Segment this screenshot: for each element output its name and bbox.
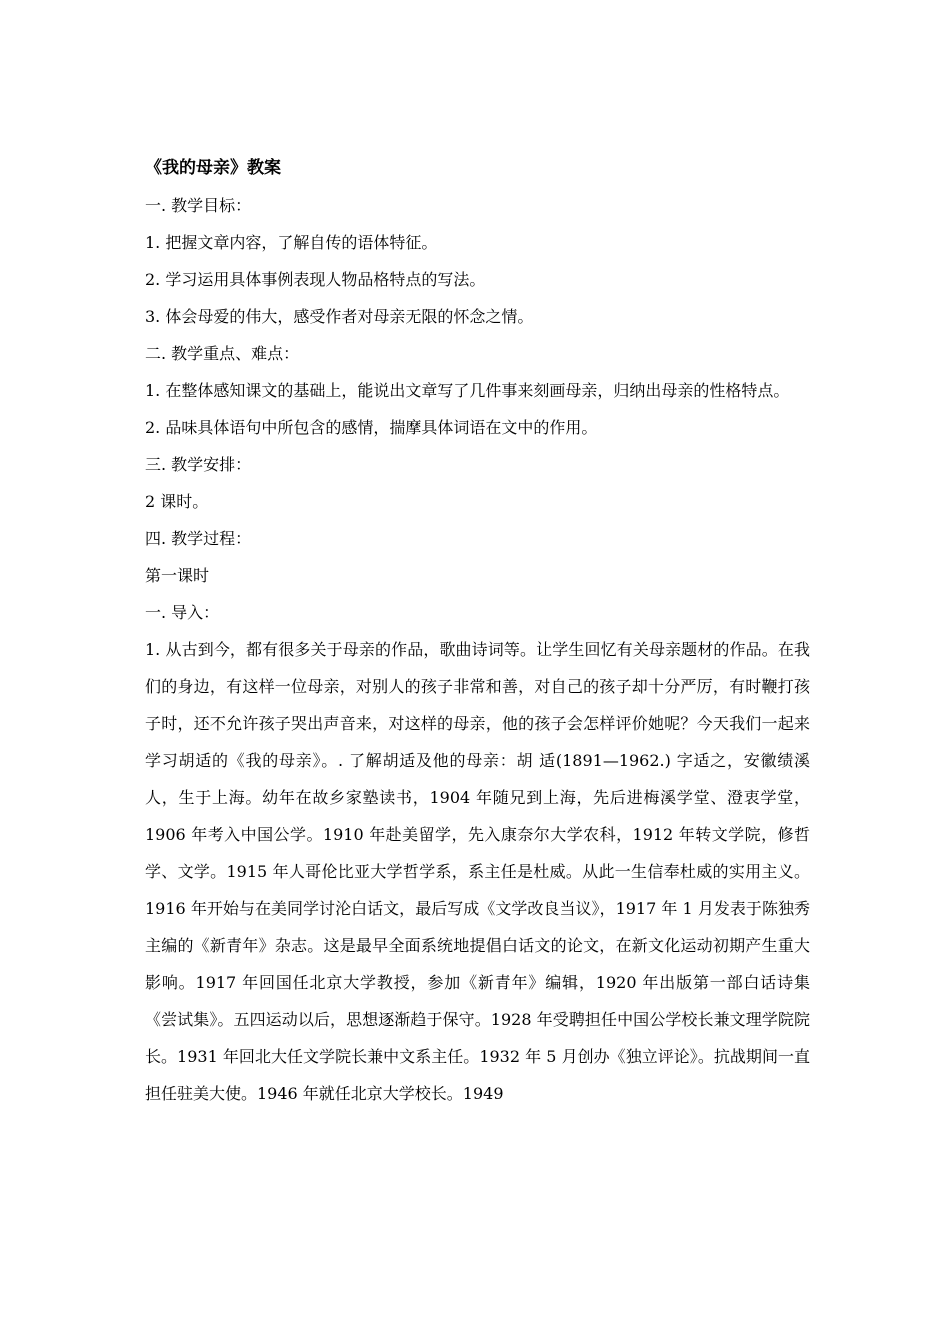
key-point-2: 2. 品味具体语句中所包含的感情，揣摩具体词语在文中的作用。 [145, 418, 598, 437]
introduction-paragraph: 1. 从古到今，都有很多关于母亲的作品，歌曲诗词等。让学生回忆有关母亲题材的作品。在我们的身边，有这样一位母亲，对别人的孩子非常和善，对自己的孩子却十分严厉，有时鞭打孩子时，还不允许孩子哭出声音来，对这样的母亲，他的孩子会怎样评价她呢？今天我们一起来学习胡适的《我的母亲》。. 了解胡适及他的母亲：胡 适(1891—1962.) 字适之，安徽绩溪人，生于上海。幼年在故乡家塾读书，1904 年随兄到上海，先后进梅溪学堂、澄衷学堂，1906 年考入中国公学。1910 年赴美留学，先入康奈尔大学农科，1912 年转文学院，修哲学、文学。1915 年人哥伦比亚大学哲学系，系主任是杜威。从此一生信奉杜威的实用主义。1916 年开始与在美同学讨沦白话文，最后写成《文学改良当议》，1917 年 1 月发表于陈独秀主编的《新青年》杂志。这是最早全面系统地提倡白话文的论文，在新文化运动初期产生重大影响。1917 年回国任北京大学教授，参加《新青年》编辑，1920 年出版第一部白话诗集《尝试集》。五四运动以后，思想逐渐趋于保守。1928 年受聘担任中国公学校长兼文理学院院长。1931 年回北大任文学院长兼中文系主任。1932 年 5 月创办《独立评论》。抗战期间一直担任驻美大使。1946 年就任北京大学校长。1949 [145, 640, 810, 1103]
objective-1: 1. 把握文章内容，了解自传的语体特征。 [145, 233, 438, 252]
key-point-1: 1. 在整体感知课文的基础上，能说出文章写了几件事来刻画母亲，归纳出母亲的性格特点。 [145, 381, 790, 400]
heading-process: 四. 教学过程： [145, 529, 252, 548]
lesson-one-heading: 第一课时 [145, 566, 210, 585]
document-page [145, 150, 810, 1112]
document-title: 《我的母亲》教案 [145, 158, 281, 178]
heading-schedule: 三. 教学安排： [145, 455, 252, 474]
heading-introduction: 一. 导入： [145, 603, 220, 622]
schedule-text: 2 课时。 [145, 492, 209, 511]
heading-key-points: 二. 教学重点、难点： [145, 344, 300, 363]
heading-objectives: 一. 教学目标： [145, 196, 252, 215]
objective-2: 2. 学习运用具体事例表现人物品格特点的写法。 [145, 270, 486, 289]
objective-3: 3. 体会母爱的伟大，感受作者对母亲无限的怀念之情。 [145, 307, 534, 326]
